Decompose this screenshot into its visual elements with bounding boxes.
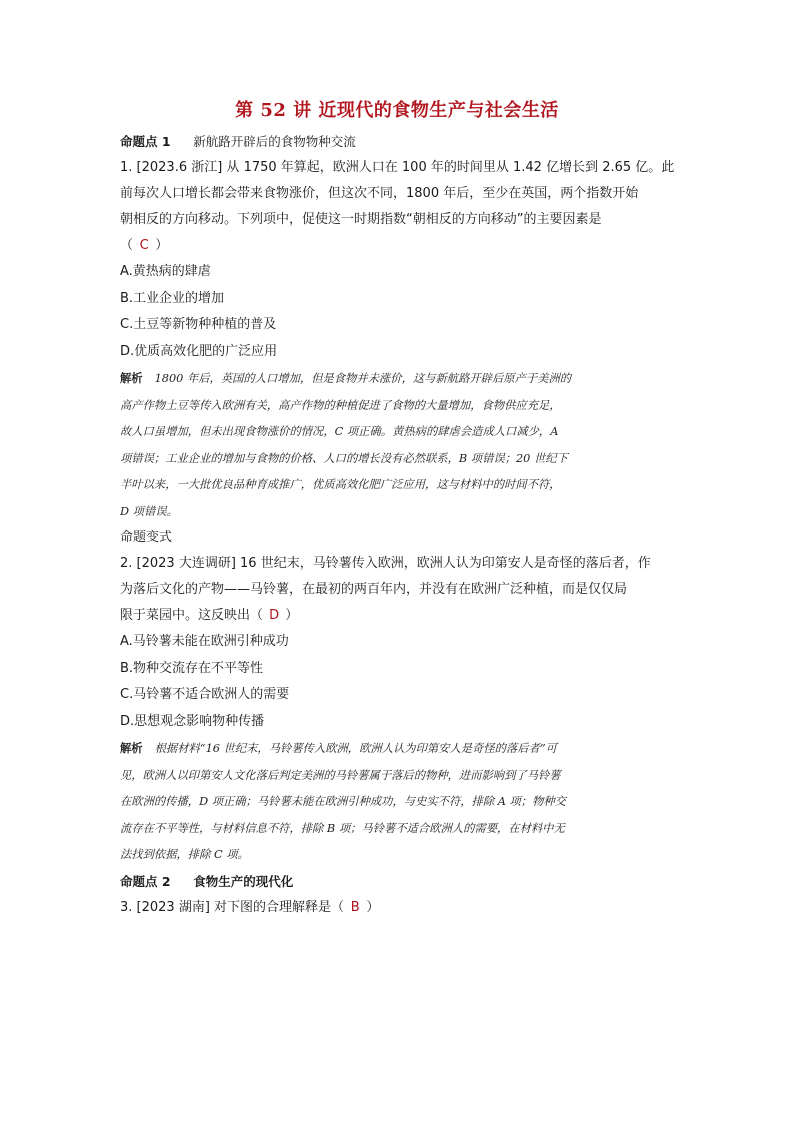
question-1 — [120, 155, 676, 525]
question-1-answer-line — [120, 233, 676, 259]
explanation-line: 在欧洲的传播，D 项正确；马铃薯未能在欧洲引种成功，与史实不符，排除 A 项；物种交 — [120, 795, 566, 808]
explanation-line: 半叶以来，一大批优良品种育成推广，优质高效化肥广泛应用，这与材料中的时间不符， — [120, 478, 561, 491]
question-2-answer: D — [269, 608, 280, 623]
explanation-label: 解析 — [120, 371, 143, 385]
section-2-label: 命题点 2 — [120, 873, 171, 889]
explanation-line: 见，欧洲人以印第安人文化落后判定美洲的马铃薯属于落后的物种，进而影响到了马铃薯 — [120, 768, 561, 782]
explanation-line: D 项错误。 — [120, 504, 178, 518]
question-2-line-1: 2. [2023 大连调研] 16 世纪末，马铃薯传入欧洲，欧洲人认为印第安人是奇怪的落后者，作 — [120, 556, 651, 571]
question-3-text: 3. [2023 湖南] 对下图的合理解释是（ — [120, 899, 345, 915]
question-2-option-a: A.马铃薯未能在欧洲引种成功 — [120, 634, 289, 649]
explanation-label: 解析 — [120, 741, 143, 755]
question-1-option-d: D.优质高效化肥的广泛应用 — [120, 343, 278, 359]
content-body — [120, 130, 676, 921]
question-2-option-d: D.思想观念影响物种传播 — [120, 713, 265, 729]
question-2-explanation — [120, 735, 676, 869]
answer-paren-close: ） — [366, 899, 380, 915]
question-1-answer: C — [139, 238, 149, 253]
question-1-explanation — [120, 365, 676, 525]
explanation-line: 法找到依据，排除 C 项。 — [120, 848, 249, 861]
section-1-label: 命题点 1 — [120, 134, 171, 149]
question-1-line-2: 前每次人口增长都会带来食物涨价，但这次不同，1800 年后，至少在英国，两个指数开始 — [120, 186, 639, 201]
section-2-topic: 食物生产的现代化 — [193, 873, 294, 889]
section-1-topic: 新航路开辟后的食物物种交流 — [193, 134, 356, 149]
question-3 — [120, 895, 676, 921]
explanation-line — [120, 735, 676, 763]
variant-heading: 命题变式 — [120, 530, 173, 545]
answer-paren-close: ） — [285, 608, 299, 623]
question-2-option-b: B.物种交流存在不平等性 — [120, 660, 264, 676]
question-2-line-3 — [120, 603, 676, 629]
answer-paren-open: （ — [120, 238, 134, 253]
question-1-option-b: B.工业企业的增加 — [120, 290, 225, 306]
question-3-answer: B — [350, 899, 360, 915]
question-2-line-3-text: 限于菜园中。这反映出（ — [120, 608, 264, 623]
question-2 — [120, 551, 676, 869]
question-1-option-c: C.土豆等新物种种植的普及 — [120, 317, 277, 332]
explanation-text: 根据材料“16 世纪末，马铃薯传入欧洲，欧洲人认为印第安人是奇怪的落后者”可 — [154, 742, 557, 755]
question-1-line-3: 朝相反的方向移动。下列项中，促使这一时期指数“朝相反的方向移动”的主要因素是 — [120, 212, 602, 227]
section-1-heading — [120, 130, 676, 154]
question-1-option-a: A.黄热病的肆虐 — [120, 264, 211, 279]
question-2-option-c: C.马铃薯不适合欧洲人的需要 — [120, 687, 290, 702]
explanation-line: 项错误；工业企业的增加与食物的价格、人口的增长没有必然联系，B 项错误；20 世纪下 — [120, 451, 568, 465]
explanation-line: 高产作物土豆等传入欧洲有关，高产作物的种植促进了食物的大量增加，食物供应充足， — [120, 398, 561, 412]
explanation-line: 故人口虽增加，但未出现食物涨价的情况，C 项正确。黄热病的肆虐会造成人口减少，A — [120, 425, 559, 438]
question-2-line-2: 为落后文化的产物——马铃薯，在最初的两百年内，并没有在欧洲广泛种植，而是仅仅局 — [120, 582, 628, 597]
lecture-title: 第 52 讲 近现代的食物生产与社会生活 — [235, 100, 559, 121]
explanation-line: 流存在不平等性，与材料信息不符，排除 B 项；马铃薯不适合欧洲人的需要，在材料中无 — [120, 821, 565, 835]
section-2-heading — [120, 869, 676, 895]
explanation-line — [120, 365, 676, 393]
answer-paren-close: ） — [155, 238, 169, 253]
explanation-text: 1800 年后，英国的人口增加，但是食物并未涨价，这与新航路开辟后原产于美洲的 — [154, 372, 572, 385]
question-1-line-1: 1. [2023.6 浙江] 从 1750 年算起，欧洲人口在 100 年的时间里从 1.42 亿增长到 2.65 亿。此 — [120, 160, 675, 175]
